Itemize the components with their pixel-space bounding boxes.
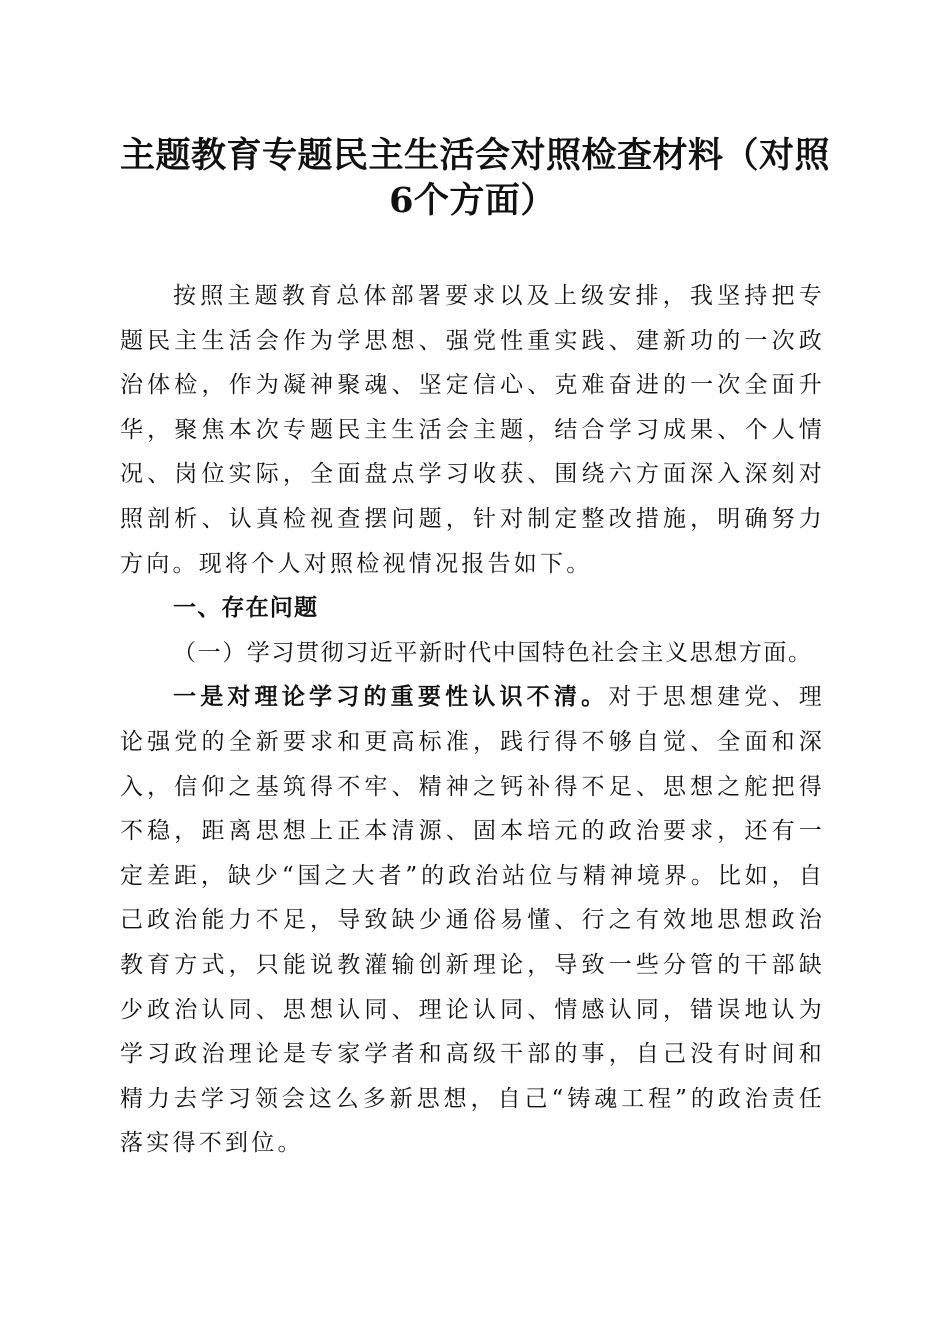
section-heading-existing-problems: 一、存在问题 xyxy=(173,595,319,622)
point-1-body: 对于思想建党、理论强党的全新要求和更高标准，践行得不够自觉、全面和深入，信仰之基筑得不牢、精神之钙补得不足、思想之舵把得不稳，距离思想上正本清源、固本培元的政治要求，还有一定差距，缺少“国之大者”的政治站位与精神境界。比如，自己政治能力不足，导致缺少通俗易懂、行之有效地思想政治教育方式，只能说教灌输创新理论，导致一些分管的干部缺少政治认同、思想认同、理论认同、情感认同，错误地认为学习政治理论是专家学者和高级干部的事，自己没有时间和精力去学习领会这么多新思想，自己“铸魂工程”的政治责任落实得不到位。 xyxy=(120,684,826,1157)
point-1-lead: 一是对理论学习的重要性认识不清。 xyxy=(173,683,609,711)
document-title xyxy=(120,133,831,223)
point-1-paragraph xyxy=(120,675,825,1166)
title-line-2: 6个方面） xyxy=(389,180,556,221)
intro-paragraph: 按照主题教育总体部署要求以及上级安排，我坚持把专题民主生活会作为学思想、强党性重实践、建新功的一次政治体检，作为凝神聚魂、坚定信心、克难奋进的一次全面升华，聚焦本次专题民主生活会主题，结合学习成果、个人情况、岗位实际，全面盘点学习收获、围绕六方面深入深刻对照剖析、认真检视查摆问题，针对制定整改措施，明确努力方向。现将个人对照检视情况报告如下。 xyxy=(120,283,825,577)
subsection-heading-theory-study: （一）学习贯彻习近平新时代中国特色社会主义思想方面。 xyxy=(173,639,813,666)
document-body xyxy=(120,274,825,1166)
document-page xyxy=(120,0,831,1166)
title-line-1: 主题教育专题民主生活会对照检查材料（对照 xyxy=(120,135,831,176)
